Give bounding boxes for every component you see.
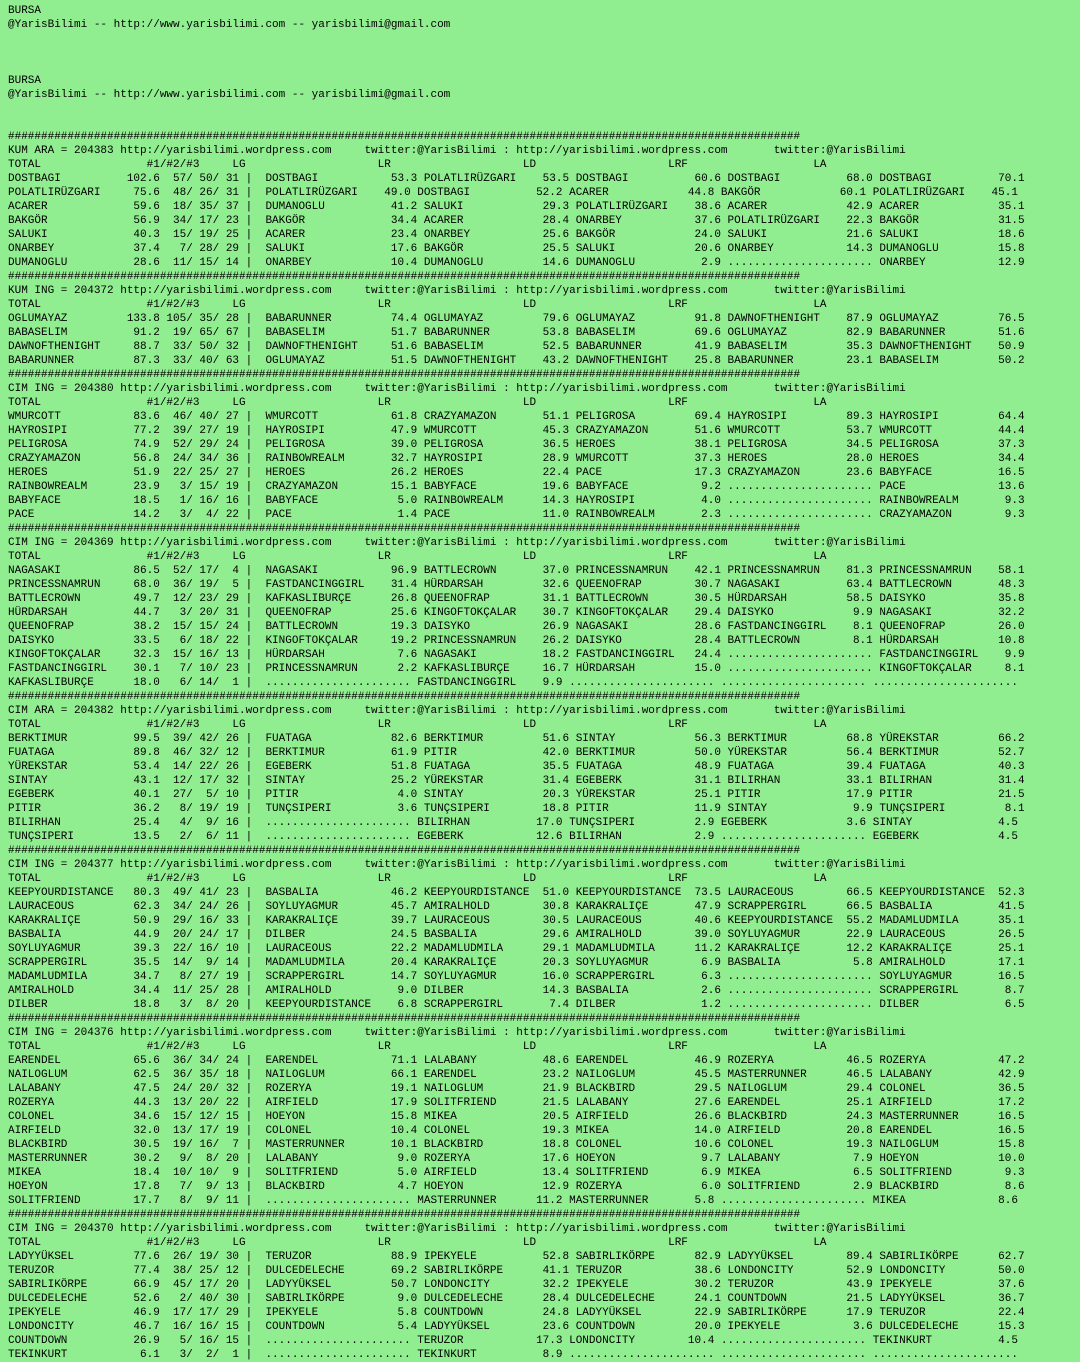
section-title: CIM ING = 204380 http://yarisbilimi.wordpress.com twitter:@YarisBilimi : http://yarisbilimi.wordpress.com twitter:@YarisBilimi: [8, 383, 906, 395]
table-row: FASTDANCINGGIRL 30.1 7/ 10/ 23 | PRINCESSNAMRUN 2.2 KAFKASLIBURÇE 16.7 HÜRDARSAH 15.0 ...................... KINGOFTOKÇALAR 8.1: [8, 663, 1025, 675]
race-report: [8, 4, 1025, 1362]
table-row: TERUZOR 77.4 38/ 25/ 12 | DULCEDELECHE 69.2 SABIRLIKÖRPE 41.1 TERUZOR 38.6 LONDONCITY 52.9 LONDONCITY 50.0: [8, 1265, 1025, 1277]
table-row: HÜRDARSAH 44.7 3/ 20/ 31 | QUEENOFRAP 25.6 KINGOFTOKÇALAR 30.7 KINGOFTOKÇALAR 29.4 DAISYKO 9.9 NAGASAKI 32.2: [8, 607, 1025, 619]
separator: ########################################################################################################################: [8, 271, 801, 283]
header-city: BURSA: [8, 75, 42, 87]
table-row: DULCEDELECHE 52.6 2/ 40/ 30 | SABIRLIKÖRPE 9.0 DULCEDELECHE 28.4 DULCEDELECHE 24.1 COUNTDOWN 21.5 LADYYÜKSEL 36.7: [8, 1293, 1025, 1305]
table-row: EGEBERK 40.1 27/ 5/ 10 | PITIR 4.0 SINTAY 20.3 YÜREKSTAR 25.1 PITIR 17.9 PITIR 21.5: [8, 789, 1025, 801]
table-row: BATTLECROWN 49.7 12/ 23/ 29 | KAFKASLIBURÇE 26.8 QUEENOFRAP 31.1 BATTLECROWN 30.5 HÜRDARSAH 58.5 DAISYKO 35.8: [8, 593, 1025, 605]
column-header: TOTAL #1/#2/#3 LG LR LD LRF LA: [8, 299, 827, 311]
table-row: ACARER 59.6 18/ 35/ 37 | DUMANOGLU 41.2 SALUKI 29.3 POLATLIRÜZGARI 38.6 ACARER 42.9 ACARER 35.1: [8, 201, 1025, 213]
table-row: DAISYKO 33.5 6/ 18/ 22 | KINGOFTOKÇALAR 19.2 PRINCESSNAMRUN 26.2 DAISYKO 28.4 BATTLECROWN 8.1 HÜRDARSAH 10.8: [8, 635, 1025, 647]
table-row: LAURACEOUS 62.3 34/ 24/ 26 | SOYLUYAGMUR 45.7 AMIRALHOLD 30.8 KARAKRALIÇE 47.9 SCRAPPERGIRL 66.5 BASBALIA 41.5: [8, 901, 1025, 913]
table-row: BABYFACE 18.5 1/ 16/ 16 | BABYFACE 5.0 RAINBOWREALM 14.3 HAYROSIPI 4.0 ...................... RAINBOWREALM 9.3: [8, 495, 1025, 507]
table-row: HEROES 51.9 22/ 25/ 27 | HEROES 26.2 HEROES 22.4 PACE 17.3 CRAZYAMAZON 23.6 BABYFACE 16.5: [8, 467, 1025, 479]
table-row: KAFKASLIBURÇE 18.0 6/ 14/ 1 | ...................... FASTDANCINGGIRL 9.9 ...................... ...................... ......................: [8, 677, 1018, 689]
table-row: TEKINKURT 6.1 3/ 2/ 1 | ...................... TEKINKURT 8.9 ...................... ...................... ......................: [8, 1349, 1018, 1361]
table-row: KARAKRALIÇE 50.9 29/ 16/ 33 | KARAKRALIÇE 39.7 LAURACEOUS 30.5 LAURACEOUS 40.6 KEEPYOURDISTANCE 55.2 MADAMLUDMILA 35.1: [8, 915, 1025, 927]
table-row: SCRAPPERGIRL 35.5 14/ 9/ 14 | MADAMLUDMILA 20.4 KARAKRALIÇE 20.3 SOYLUYAGMUR 6.9 BASBALIA 5.8 AMIRALHOLD 17.1: [8, 957, 1025, 969]
table-row: COLONEL 34.6 15/ 12/ 15 | HOEYON 15.8 MIKEA 20.5 AIRFIELD 26.6 BLACKBIRD 24.3 MASTERRUNNER 16.5: [8, 1111, 1025, 1123]
table-row: PRINCESSNAMRUN 68.0 36/ 19/ 5 | FASTDANCINGGIRL 31.4 HÜRDARSAH 32.6 QUEENOFRAP 30.7 NAGASAKI 63.4 BATTLECROWN 48.3: [8, 579, 1025, 591]
table-row: ROZERYA 44.3 13/ 20/ 22 | AIRFIELD 17.9 SOLITFRIEND 21.5 LALABANY 27.6 EARENDEL 25.1 AIRFIELD 17.2: [8, 1097, 1025, 1109]
section-title: CIM ARA = 204382 http://yarisbilimi.wordpress.com twitter:@YarisBilimi : http://yarisbilimi.wordpress.com twitter:@YarisBilimi: [8, 705, 906, 717]
table-row: PELIGROSA 74.9 52/ 29/ 24 | PELIGROSA 39.0 PELIGROSA 36.5 HEROES 38.1 PELIGROSA 34.5 PELIGROSA 37.3: [8, 439, 1025, 451]
separator: ########################################################################################################################: [8, 845, 801, 857]
table-row: NAGASAKI 86.5 52/ 17/ 4 | NAGASAKI 96.9 BATTLECROWN 37.0 PRINCESSNAMRUN 42.1 PRINCESSNAMRUN 81.3 PRINCESSNAMRUN 58.1: [8, 565, 1025, 577]
header-contact: @YarisBilimi -- http://www.yarisbilimi.com -- yarisbilimi@gmail.com: [8, 19, 451, 31]
separator: ########################################################################################################################: [8, 691, 801, 703]
table-row: PACE 14.2 3/ 4/ 22 | PACE 1.4 PACE 11.0 RAINBOWREALM 2.3 ...................... CRAZYAMAZON 9.3: [8, 509, 1025, 521]
column-header: TOTAL #1/#2/#3 LG LR LD LRF LA: [8, 551, 827, 563]
table-row: DUMANOGLU 28.6 11/ 15/ 14 | ONARBEY 10.4 DUMANOGLU 14.6 DUMANOGLU 2.9 ...................... ONARBEY 12.9: [8, 257, 1025, 269]
table-row: TUNÇSIPERI 13.5 2/ 6/ 11 | ...................... EGEBERK 12.6 BILIRHAN 2.9 ...................... EGEBERK 4.5: [8, 831, 1018, 843]
column-header: TOTAL #1/#2/#3 LG LR LD LRF LA: [8, 873, 827, 885]
table-row: NAILOGLUM 62.5 36/ 35/ 18 | NAILOGLUM 66.1 EARENDEL 23.2 NAILOGLUM 45.5 MASTERRUNNER 46.5 LALABANY 42.9: [8, 1069, 1025, 1081]
separator: ########################################################################################################################: [8, 1013, 801, 1025]
table-row: BLACKBIRD 30.5 19/ 16/ 7 | MASTERRUNNER 10.1 BLACKBIRD 18.8 COLONEL 10.6 COLONEL 19.3 NAILOGLUM 15.8: [8, 1139, 1025, 1151]
table-row: HOEYON 17.8 7/ 9/ 13 | BLACKBIRD 4.7 HOEYON 12.9 ROZERYA 6.0 SOLITFRIEND 2.9 BLACKBIRD 8.6: [8, 1181, 1025, 1193]
separator: ########################################################################################################################: [8, 1209, 801, 1221]
table-row: BILIRHAN 25.4 4/ 9/ 16 | ...................... BILIRHAN 17.0 TUNÇSIPERI 2.9 EGEBERK 3.6 SINTAY 4.5: [8, 817, 1018, 829]
column-header: TOTAL #1/#2/#3 LG LR LD LRF LA: [8, 1237, 827, 1249]
table-row: AIRFIELD 32.0 13/ 17/ 19 | COLONEL 10.4 COLONEL 19.3 MIKEA 14.0 AIRFIELD 20.8 EARENDEL 16.5: [8, 1125, 1025, 1137]
table-row: OGLUMAYAZ 133.8 105/ 35/ 28 | BABARUNNER 74.4 OGLUMAYAZ 79.6 OGLUMAYAZ 91.8 DAWNOFTHENIGHT 87.9 OGLUMAYAZ 76.5: [8, 313, 1025, 325]
table-row: RAINBOWREALM 23.9 3/ 15/ 19 | CRAZYAMAZON 15.1 BABYFACE 19.6 BABYFACE 9.2 ...................... PACE 13.6: [8, 481, 1025, 493]
table-row: BAKGÖR 56.9 34/ 17/ 23 | BAKGÖR 34.4 ACARER 28.4 ONARBEY 37.6 POLATLIRÜZGARI 22.3 BAKGÖR 31.5: [8, 215, 1025, 227]
table-row: AMIRALHOLD 34.4 11/ 25/ 28 | AMIRALHOLD 9.0 DILBER 14.3 BASBALIA 2.6 ...................... SCRAPPERGIRL 8.7: [8, 985, 1025, 997]
table-row: KEEPYOURDISTANCE 80.3 49/ 41/ 23 | BASBALIA 46.2 KEEPYOURDISTANCE 51.0 KEEPYOURDISTANCE 73.5 LAURACEOUS 66.5 KEEPYOURDISTANCE 52.3: [8, 887, 1025, 899]
table-row: DOSTBAGI 102.6 57/ 50/ 31 | DOSTBAGI 53.3 POLATLIRÜZGARI 53.5 DOSTBAGI 60.6 DOSTBAGI 68.0 DOSTBAGI 70.1: [8, 173, 1025, 185]
table-row: WMURCOTT 83.6 46/ 40/ 27 | WMURCOTT 61.8 CRAZYAMAZON 51.1 PELIGROSA 69.4 HAYROSIPI 89.3 HAYROSIPI 64.4: [8, 411, 1025, 423]
table-row: FUATAGA 89.8 46/ 32/ 12 | BERKTIMUR 61.9 PITIR 42.0 BERKTIMUR 50.0 YÜREKSTAR 56.4 BERKTIMUR 52.7: [8, 747, 1025, 759]
column-header: TOTAL #1/#2/#3 LG LR LD LRF LA: [8, 1041, 827, 1053]
table-row: LALABANY 47.5 24/ 20/ 32 | ROZERYA 19.1 NAILOGLUM 21.9 BLACKBIRD 29.5 NAILOGLUM 29.4 COLONEL 36.5: [8, 1083, 1025, 1095]
table-row: BASBALIA 44.9 20/ 24/ 17 | DILBER 24.5 BASBALIA 29.6 AMIRALHOLD 39.0 SOYLUYAGMUR 22.9 LAURACEOUS 26.5: [8, 929, 1025, 941]
section-title: KUM ING = 204372 http://yarisbilimi.wordpress.com twitter:@YarisBilimi : http://yarisbilimi.wordpress.com twitter:@YarisBilimi: [8, 285, 906, 297]
separator: ########################################################################################################################: [8, 523, 801, 535]
section-title: CIM ING = 204376 http://yarisbilimi.wordpress.com twitter:@YarisBilimi : http://yarisbilimi.wordpress.com twitter:@YarisBilimi: [8, 1027, 906, 1039]
section-title: CIM ING = 204370 http://yarisbilimi.wordpress.com twitter:@YarisBilimi : http://yarisbilimi.wordpress.com twitter:@YarisBilimi: [8, 1223, 906, 1235]
table-row: CRAZYAMAZON 56.8 24/ 34/ 36 | RAINBOWREALM 32.7 HAYROSIPI 28.9 WMURCOTT 37.3 HEROES 28.0 HEROES 34.4: [8, 453, 1025, 465]
table-row: MASTERRUNNER 30.2 9/ 8/ 20 | LALABANY 9.0 ROZERYA 17.6 HOEYON 9.7 LALABANY 7.9 HOEYON 10.0: [8, 1153, 1025, 1165]
table-row: BABASELIM 91.2 19/ 65/ 67 | BABASELIM 51.7 BABARUNNER 53.8 BABASELIM 69.6 OGLUMAYAZ 82.9 BABARUNNER 51.6: [8, 327, 1025, 339]
table-row: BERKTIMUR 99.5 39/ 42/ 26 | FUATAGA 82.6 BERKTIMUR 51.6 SINTAY 56.3 BERKTIMUR 68.8 YÜREKSTAR 66.2: [8, 733, 1025, 745]
table-row: DILBER 18.8 3/ 8/ 20 | KEEPYOURDISTANCE 6.8 SCRAPPERGIRL 7.4 DILBER 1.2 ...................... DILBER 6.5: [8, 999, 1025, 1011]
table-row: MIKEA 18.4 10/ 10/ 9 | SOLITFRIEND 5.0 AIRFIELD 13.4 SOLITFRIEND 6.9 MIKEA 6.5 SOLITFRIEND 9.3: [8, 1167, 1025, 1179]
table-row: POLATLIRÜZGARI 75.6 48/ 26/ 31 | POLATLIRÜZGARI 49.0 DOSTBAGI 52.2 ACARER 44.8 BAKGÖR 60.1 POLATLIRÜZGARI 45.1: [8, 187, 1018, 199]
separator: ########################################################################################################################: [8, 131, 801, 143]
table-row: BABARUNNER 87.3 33/ 40/ 63 | OGLUMAYAZ 51.5 DAWNOFTHENIGHT 43.2 DAWNOFTHENIGHT 25.8 BABARUNNER 23.1 BABASELIM 50.2: [8, 355, 1025, 367]
table-row: MADAMLUDMILA 34.7 8/ 27/ 19 | SCRAPPERGIRL 14.7 SOYLUYAGMUR 16.0 SCRAPPERGIRL 6.3 ...................... SOYLUYAGMUR 16.5: [8, 971, 1025, 983]
table-row: SALUKI 40.3 15/ 19/ 25 | ACARER 23.4 ONARBEY 25.6 BAKGÖR 24.0 SALUKI 21.6 SALUKI 18.6: [8, 229, 1025, 241]
separator: ########################################################################################################################: [8, 369, 801, 381]
table-row: LADYYÜKSEL 77.6 26/ 19/ 30 | TERUZOR 88.9 IPEKYELE 52.8 SABIRLIKÖRPE 82.9 LADYYÜKSEL 89.4 SABIRLIKÖRPE 62.7: [8, 1251, 1025, 1263]
table-row: SINTAY 43.1 12/ 17/ 32 | SINTAY 25.2 YÜREKSTAR 31.4 EGEBERK 31.1 BILIRHAN 33.1 BILIRHAN 31.4: [8, 775, 1025, 787]
table-row: LONDONCITY 46.7 16/ 16/ 15 | COUNTDOWN 5.4 LADYYÜKSEL 23.6 COUNTDOWN 20.0 IPEKYELE 3.6 DULCEDELECHE 15.3: [8, 1321, 1025, 1333]
table-row: QUEENOFRAP 38.2 15/ 15/ 24 | BATTLECROWN 19.3 DAISYKO 26.9 NAGASAKI 28.6 FASTDANCINGGIRL 8.1 QUEENOFRAP 26.0: [8, 621, 1025, 633]
table-row: HAYROSIPI 77.2 39/ 27/ 19 | HAYROSIPI 47.9 WMURCOTT 45.3 CRAZYAMAZON 51.6 WMURCOTT 53.7 WMURCOTT 44.4: [8, 425, 1025, 437]
table-row: SOYLUYAGMUR 39.3 22/ 16/ 10 | LAURACEOUS 22.2 MADAMLUDMILA 29.1 MADAMLUDMILA 11.2 KARAKRALIÇE 12.2 KARAKRALIÇE 25.1: [8, 943, 1025, 955]
section-title: CIM ING = 204369 http://yarisbilimi.wordpress.com twitter:@YarisBilimi : http://yarisbilimi.wordpress.com twitter:@YarisBilimi: [8, 537, 906, 549]
header-city: BURSA: [8, 5, 42, 17]
header-contact: @YarisBilimi -- http://www.yarisbilimi.com -- yarisbilimi@gmail.com: [8, 89, 451, 101]
table-row: SABIRLIKÖRPE 66.9 45/ 17/ 20 | LADYYÜKSEL 50.7 LONDONCITY 32.2 IPEKYELE 30.2 TERUZOR 43.9 IPEKYELE 37.6: [8, 1279, 1025, 1291]
column-header: TOTAL #1/#2/#3 LG LR LD LRF LA: [8, 719, 827, 731]
table-row: IPEKYELE 46.9 17/ 17/ 29 | IPEKYELE 5.8 COUNTDOWN 24.8 LADYYÜKSEL 22.9 SABIRLIKÖRPE 17.9 TERUZOR 22.4: [8, 1307, 1025, 1319]
column-header: TOTAL #1/#2/#3 LG LR LD LRF LA: [8, 397, 827, 409]
table-row: COUNTDOWN 26.9 5/ 16/ 15 | ...................... TERUZOR 17.3 LONDONCITY 10.4 ...................... TEKINKURT 4.5: [8, 1335, 1018, 1347]
section-title: KUM ARA = 204383 http://yarisbilimi.wordpress.com twitter:@YarisBilimi : http://yarisbilimi.wordpress.com twitter:@YarisBilimi: [8, 145, 906, 157]
section-title: CIM ING = 204377 http://yarisbilimi.wordpress.com twitter:@YarisBilimi : http://yarisbilimi.wordpress.com twitter:@YarisBilimi: [8, 859, 906, 871]
table-row: DAWNOFTHENIGHT 88.7 33/ 50/ 32 | DAWNOFTHENIGHT 51.6 BABASELIM 52.5 BABARUNNER 41.9 BABASELIM 35.3 DAWNOFTHENIGHT 50.9: [8, 341, 1025, 353]
table-row: EARENDEL 65.6 36/ 34/ 24 | EARENDEL 71.1 LALABANY 48.6 EARENDEL 46.9 ROZERYA 46.5 ROZERYA 47.2: [8, 1055, 1025, 1067]
column-header: TOTAL #1/#2/#3 LG LR LD LRF LA: [8, 159, 827, 171]
table-row: YÜREKSTAR 53.4 14/ 22/ 26 | EGEBERK 51.8 FUATAGA 35.5 FUATAGA 48.9 FUATAGA 39.4 FUATAGA 40.3: [8, 761, 1025, 773]
table-row: KINGOFTOKÇALAR 32.3 15/ 16/ 13 | HÜRDARSAH 7.6 NAGASAKI 18.2 FASTDANCINGGIRL 24.4 ...................... FASTDANCINGGIRL 9.9: [8, 649, 1025, 661]
table-row: PITIR 36.2 8/ 19/ 19 | TUNÇSIPERI 3.6 TUNÇSIPERI 18.8 PITIR 11.9 SINTAY 9.9 TUNÇSIPERI 8.1: [8, 803, 1025, 815]
table-row: SOLITFRIEND 17.7 8/ 9/ 11 | ...................... MASTERRUNNER 11.2 MASTERRUNNER 5.8 ...................... MIKEA 8.6: [8, 1195, 1018, 1207]
table-row: ONARBEY 37.4 7/ 28/ 29 | SALUKI 17.6 BAKGÖR 25.5 SALUKI 20.6 ONARBEY 14.3 DUMANOGLU 15.8: [8, 243, 1025, 255]
